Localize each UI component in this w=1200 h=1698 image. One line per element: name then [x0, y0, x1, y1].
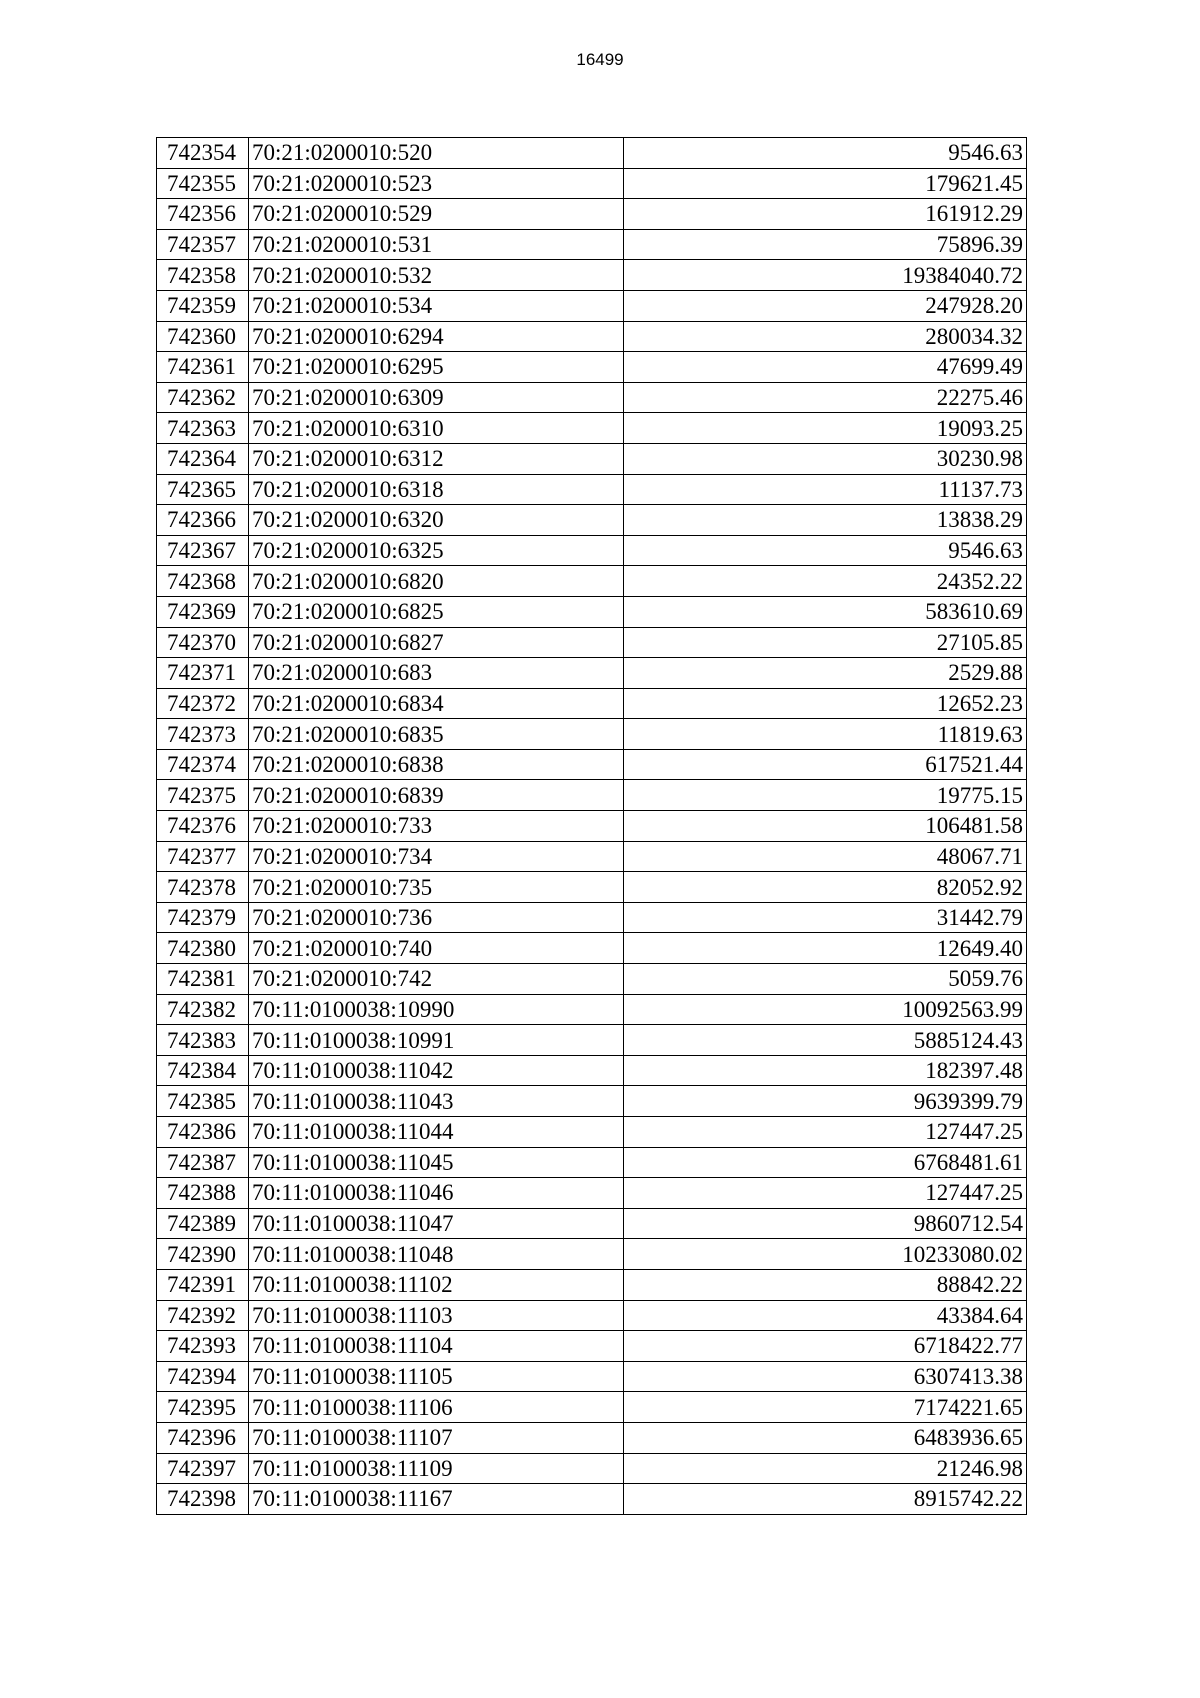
row-number-cell: 742369 [157, 596, 249, 627]
row-number-cell: 742373 [157, 719, 249, 750]
cadastral-number-cell: 70:11:0100038:11102 [249, 1269, 624, 1300]
table-row [157, 872, 1027, 903]
table-row [157, 596, 1027, 627]
row-number-cell: 742365 [157, 474, 249, 505]
row-number-cell: 742396 [157, 1422, 249, 1453]
table-row [157, 474, 1027, 505]
value-cell: 161912.29 [624, 199, 1027, 230]
row-number-cell: 742379 [157, 902, 249, 933]
table-row [157, 168, 1027, 199]
cadastral-number-cell: 70:11:0100038:10990 [249, 994, 624, 1025]
row-number-cell: 742383 [157, 1025, 249, 1056]
value-cell: 12652.23 [624, 688, 1027, 719]
value-cell: 6307413.38 [624, 1361, 1027, 1392]
cadastral-number-cell: 70:21:0200010:532 [249, 260, 624, 291]
table-row [157, 382, 1027, 413]
row-number-cell: 742354 [157, 138, 249, 169]
row-number-cell: 742389 [157, 1208, 249, 1239]
table-row [157, 352, 1027, 383]
value-cell: 106481.58 [624, 811, 1027, 842]
row-number-cell: 742382 [157, 994, 249, 1025]
row-number-cell: 742391 [157, 1269, 249, 1300]
row-number-cell: 742393 [157, 1331, 249, 1362]
table-row [157, 1208, 1027, 1239]
cadastral-value-table [156, 137, 1027, 1515]
cadastral-number-cell: 70:11:0100038:11109 [249, 1453, 624, 1484]
table-row [157, 413, 1027, 444]
row-number-cell: 742366 [157, 505, 249, 536]
table-row [157, 964, 1027, 995]
value-cell: 9639399.79 [624, 1086, 1027, 1117]
value-cell: 19384040.72 [624, 260, 1027, 291]
cadastral-number-cell: 70:11:0100038:11047 [249, 1208, 624, 1239]
cadastral-number-cell: 70:21:0200010:534 [249, 290, 624, 321]
row-number-cell: 742367 [157, 535, 249, 566]
value-cell: 82052.92 [624, 872, 1027, 903]
table-row [157, 780, 1027, 811]
value-cell: 88842.22 [624, 1269, 1027, 1300]
table-row [157, 505, 1027, 536]
cadastral-number-cell: 70:21:0200010:742 [249, 964, 624, 995]
value-cell: 6483936.65 [624, 1422, 1027, 1453]
cadastral-number-cell: 70:21:0200010:734 [249, 841, 624, 872]
cadastral-number-cell: 70:11:0100038:11043 [249, 1086, 624, 1117]
table-row [157, 658, 1027, 689]
cadastral-number-cell: 70:21:0200010:735 [249, 872, 624, 903]
value-cell: 10092563.99 [624, 994, 1027, 1025]
table-row [157, 1147, 1027, 1178]
cadastral-number-cell: 70:21:0200010:740 [249, 933, 624, 964]
table-row [157, 138, 1027, 169]
cadastral-number-cell: 70:21:0200010:6834 [249, 688, 624, 719]
table-row [157, 902, 1027, 933]
table-row [157, 994, 1027, 1025]
cadastral-number-cell: 70:21:0200010:6318 [249, 474, 624, 505]
value-cell: 22275.46 [624, 382, 1027, 413]
cadastral-number-cell: 70:21:0200010:6295 [249, 352, 624, 383]
table-row [157, 199, 1027, 230]
table-row [157, 811, 1027, 842]
table-row [157, 1422, 1027, 1453]
page-number: 16499 [576, 50, 624, 69]
cadastral-number-cell: 70:11:0100038:11044 [249, 1117, 624, 1148]
row-number-cell: 742356 [157, 199, 249, 230]
value-cell: 10233080.02 [624, 1239, 1027, 1270]
table-row [157, 749, 1027, 780]
cadastral-number-cell: 70:11:0100038:11046 [249, 1178, 624, 1209]
cadastral-number-cell: 70:11:0100038:11104 [249, 1331, 624, 1362]
table-row [157, 535, 1027, 566]
cadastral-number-cell: 70:21:0200010:6835 [249, 719, 624, 750]
table-row [157, 1331, 1027, 1362]
value-cell: 43384.64 [624, 1300, 1027, 1331]
row-number-cell: 742384 [157, 1055, 249, 1086]
value-cell: 11819.63 [624, 719, 1027, 750]
row-number-cell: 742385 [157, 1086, 249, 1117]
cadastral-number-cell: 70:21:0200010:523 [249, 168, 624, 199]
cadastral-number-cell: 70:11:0100038:11167 [249, 1484, 624, 1515]
cadastral-number-cell: 70:21:0200010:6310 [249, 413, 624, 444]
cadastral-number-cell: 70:21:0200010:6309 [249, 382, 624, 413]
cadastral-number-cell: 70:21:0200010:529 [249, 199, 624, 230]
value-cell: 127447.25 [624, 1178, 1027, 1209]
row-number-cell: 742378 [157, 872, 249, 903]
row-number-cell: 742390 [157, 1239, 249, 1270]
row-number-cell: 742395 [157, 1392, 249, 1423]
value-cell: 247928.20 [624, 290, 1027, 321]
value-cell: 5059.76 [624, 964, 1027, 995]
value-cell: 6768481.61 [624, 1147, 1027, 1178]
table-row [157, 627, 1027, 658]
cadastral-number-cell: 70:21:0200010:6820 [249, 566, 624, 597]
row-number-cell: 742381 [157, 964, 249, 995]
row-number-cell: 742371 [157, 658, 249, 689]
row-number-cell: 742387 [157, 1147, 249, 1178]
row-number-cell: 742377 [157, 841, 249, 872]
row-number-cell: 742397 [157, 1453, 249, 1484]
table-row [157, 1392, 1027, 1423]
table-row [157, 229, 1027, 260]
value-cell: 2529.88 [624, 658, 1027, 689]
row-number-cell: 742370 [157, 627, 249, 658]
cadastral-number-cell: 70:11:0100038:11107 [249, 1422, 624, 1453]
row-number-cell: 742386 [157, 1117, 249, 1148]
table-row [157, 1361, 1027, 1392]
value-cell: 12649.40 [624, 933, 1027, 964]
value-cell: 31442.79 [624, 902, 1027, 933]
cadastral-number-cell: 70:11:0100038:10991 [249, 1025, 624, 1056]
value-cell: 6718422.77 [624, 1331, 1027, 1362]
row-number-cell: 742363 [157, 413, 249, 444]
value-cell: 13838.29 [624, 505, 1027, 536]
cadastral-number-cell: 70:21:0200010:6294 [249, 321, 624, 352]
table-row [157, 1025, 1027, 1056]
value-cell: 47699.49 [624, 352, 1027, 383]
value-cell: 179621.45 [624, 168, 1027, 199]
row-number-cell: 742359 [157, 290, 249, 321]
row-number-cell: 742357 [157, 229, 249, 260]
value-cell: 30230.98 [624, 443, 1027, 474]
row-number-cell: 742358 [157, 260, 249, 291]
value-cell: 127447.25 [624, 1117, 1027, 1148]
cadastral-number-cell: 70:11:0100038:11103 [249, 1300, 624, 1331]
cadastral-number-cell: 70:21:0200010:6838 [249, 749, 624, 780]
value-cell: 280034.32 [624, 321, 1027, 352]
cadastral-number-cell: 70:21:0200010:6825 [249, 596, 624, 627]
value-cell: 9546.63 [624, 138, 1027, 169]
cadastral-number-cell: 70:21:0200010:6325 [249, 535, 624, 566]
value-cell: 182397.48 [624, 1055, 1027, 1086]
table-row [157, 1484, 1027, 1515]
row-number-cell: 742388 [157, 1178, 249, 1209]
cadastral-number-cell: 70:21:0200010:6827 [249, 627, 624, 658]
table-row [157, 443, 1027, 474]
row-number-cell: 742398 [157, 1484, 249, 1515]
table-row [157, 688, 1027, 719]
cadastral-number-cell: 70:21:0200010:520 [249, 138, 624, 169]
cadastral-number-cell: 70:21:0200010:6320 [249, 505, 624, 536]
table-row [157, 1269, 1027, 1300]
value-cell: 7174221.65 [624, 1392, 1027, 1423]
row-number-cell: 742364 [157, 443, 249, 474]
table-row [157, 260, 1027, 291]
value-cell: 21246.98 [624, 1453, 1027, 1484]
cadastral-number-cell: 70:21:0200010:736 [249, 902, 624, 933]
cadastral-number-cell: 70:21:0200010:683 [249, 658, 624, 689]
value-cell: 8915742.22 [624, 1484, 1027, 1515]
value-cell: 27105.85 [624, 627, 1027, 658]
table-row [157, 933, 1027, 964]
value-cell: 9546.63 [624, 535, 1027, 566]
row-number-cell: 742380 [157, 933, 249, 964]
row-number-cell: 742360 [157, 321, 249, 352]
row-number-cell: 742394 [157, 1361, 249, 1392]
row-number-cell: 742392 [157, 1300, 249, 1331]
value-cell: 24352.22 [624, 566, 1027, 597]
cadastral-number-cell: 70:11:0100038:11106 [249, 1392, 624, 1423]
row-number-cell: 742368 [157, 566, 249, 597]
value-cell: 48067.71 [624, 841, 1027, 872]
table-row [157, 1117, 1027, 1148]
cadastral-number-cell: 70:11:0100038:11048 [249, 1239, 624, 1270]
row-number-cell: 742374 [157, 749, 249, 780]
value-cell: 19775.15 [624, 780, 1027, 811]
row-number-cell: 742361 [157, 352, 249, 383]
value-cell: 5885124.43 [624, 1025, 1027, 1056]
cadastral-number-cell: 70:11:0100038:11045 [249, 1147, 624, 1178]
cadastral-number-cell: 70:11:0100038:11105 [249, 1361, 624, 1392]
table-row [157, 1086, 1027, 1117]
table-row [157, 290, 1027, 321]
value-cell: 583610.69 [624, 596, 1027, 627]
table-row [157, 566, 1027, 597]
value-cell: 617521.44 [624, 749, 1027, 780]
table-row [157, 1055, 1027, 1086]
table-row [157, 321, 1027, 352]
table-row [157, 1453, 1027, 1484]
row-number-cell: 742376 [157, 811, 249, 842]
value-cell: 11137.73 [624, 474, 1027, 505]
value-cell: 9860712.54 [624, 1208, 1027, 1239]
cadastral-number-cell: 70:11:0100038:11042 [249, 1055, 624, 1086]
table-body [157, 138, 1027, 1515]
value-cell: 75896.39 [624, 229, 1027, 260]
row-number-cell: 742362 [157, 382, 249, 413]
table-row [157, 1178, 1027, 1209]
table-row [157, 719, 1027, 750]
row-number-cell: 742375 [157, 780, 249, 811]
table-row [157, 1300, 1027, 1331]
cadastral-number-cell: 70:21:0200010:733 [249, 811, 624, 842]
row-number-cell: 742355 [157, 168, 249, 199]
row-number-cell: 742372 [157, 688, 249, 719]
cadastral-number-cell: 70:21:0200010:6839 [249, 780, 624, 811]
cadastral-number-cell: 70:21:0200010:6312 [249, 443, 624, 474]
cadastral-number-cell: 70:21:0200010:531 [249, 229, 624, 260]
table-row [157, 1239, 1027, 1270]
value-cell: 19093.25 [624, 413, 1027, 444]
table-row [157, 841, 1027, 872]
